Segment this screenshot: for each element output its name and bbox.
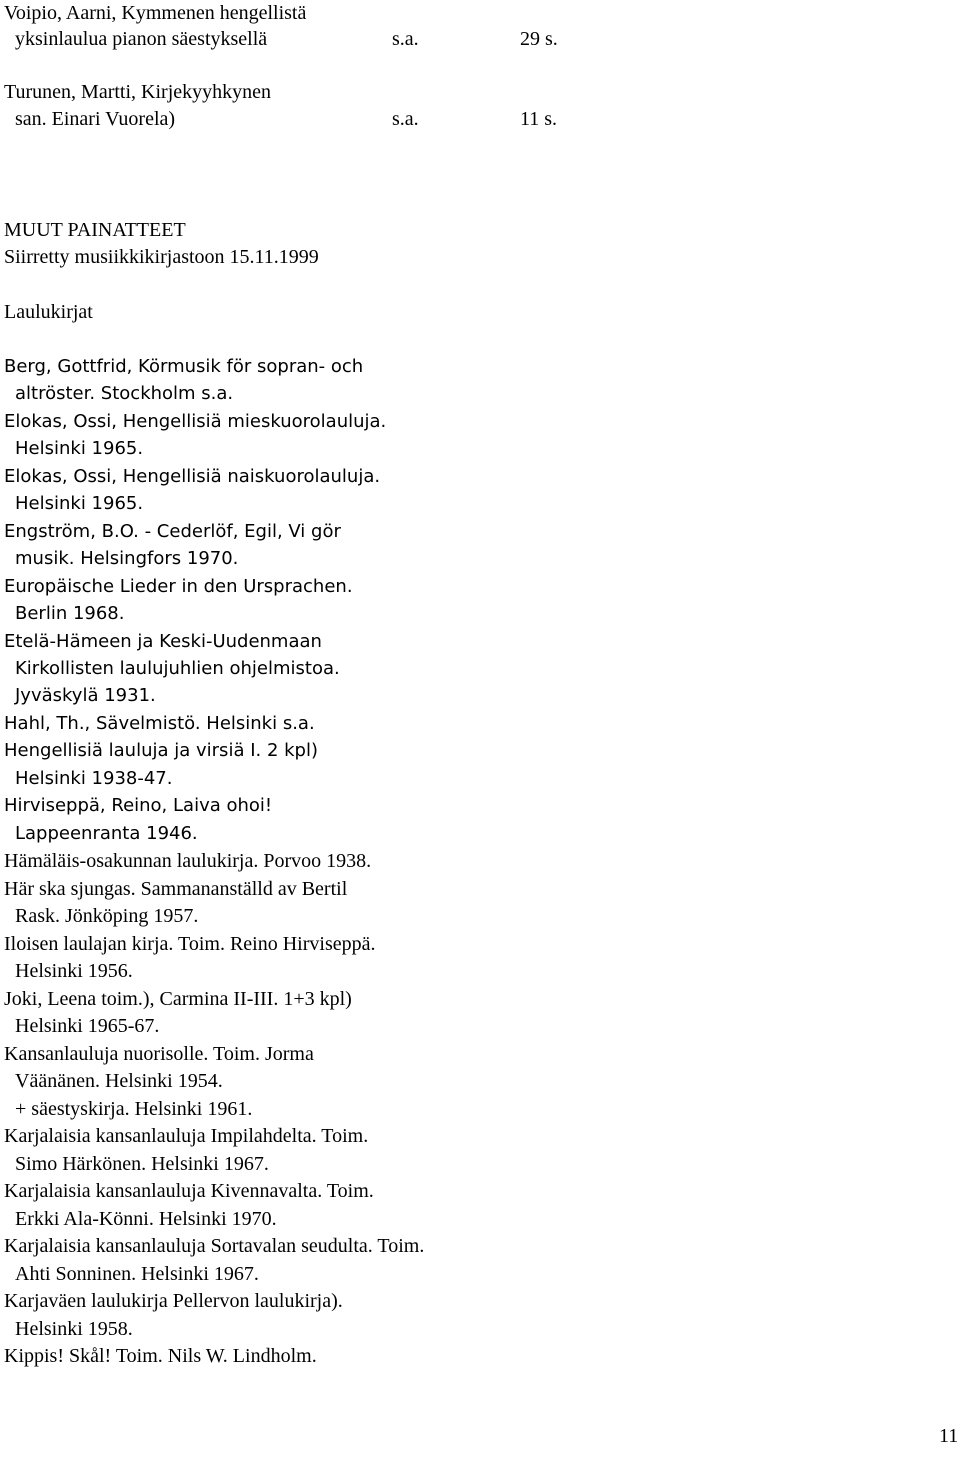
- entry-line: Elokas, Ossi, Hengellisiä mieskuorolauluja.: [4, 411, 387, 432]
- entry-line: Karjalaisia kansanlauluja Impilahdelta. Toim.: [4, 1125, 369, 1147]
- entry-line: Helsinki 1958.: [15, 1318, 133, 1340]
- entry-line: Helsinki 1965.: [15, 493, 144, 514]
- entry-line: Jyväskylä 1931.: [15, 685, 156, 706]
- entry-line: Joki, Leena toim.), Carmina II-III. 1+3 kpl): [4, 988, 352, 1010]
- entry-line: Kirkollisten laulujuhlien ohjelmistoa.: [15, 658, 340, 679]
- entry-line: Helsinki 1965-67.: [15, 1015, 160, 1037]
- entry-line: Här ska sjungas. Sammananställd av Bertil: [4, 878, 348, 900]
- entry-line: Etelä-Hämeen ja Keski-Uudenmaan: [4, 631, 322, 652]
- entry-line: Helsinki 1956.: [15, 960, 133, 982]
- section-note: Siirretty musiikkikirjastoon 15.11.1999: [4, 246, 319, 268]
- page-number: 11: [939, 1425, 959, 1447]
- voipio-pages: 29 s.: [520, 28, 558, 50]
- entry-line: Lappeenranta 1946.: [15, 823, 198, 844]
- entry-line: Ahti Sonninen. Helsinki 1967.: [15, 1263, 259, 1285]
- voipio-line-1: Voipio, Aarni, Kymmenen hengellistä: [4, 2, 307, 24]
- turunen-line-1: Turunen, Martti, Kirjekyyhkynen: [4, 81, 272, 103]
- entry-line: Elokas, Ossi, Hengellisiä naiskuorolauluja.: [4, 466, 381, 487]
- entry-line: Kippis! Skål! Toim. Nils W. Lindholm.: [4, 1345, 317, 1367]
- entry-line: Berlin 1968.: [15, 603, 125, 624]
- entry-line: Erkki Ala-Könni. Helsinki 1970.: [15, 1208, 277, 1230]
- voipio-sa: s.a.: [392, 28, 419, 50]
- entry-line: Karjaväen laulukirja Pellervon laulukirja).: [4, 1290, 343, 1312]
- entry-line: Karjalaisia kansanlauluja Sortavalan seudulta. Toim.: [4, 1235, 425, 1257]
- entry-line: Iloisen laulajan kirja. Toim. Reino Hirviseppä.: [4, 933, 376, 955]
- entry-line: Hirviseppä, Reino, Laiva ohoi!: [4, 795, 273, 816]
- entry-line: altröster. Stockholm s.a.: [15, 383, 234, 404]
- section-subtitle: Laulukirjat: [4, 301, 93, 323]
- entry-line: Hämäläis-osakunnan laulukirja. Porvoo 1938.: [4, 850, 372, 872]
- voipio-line-2: yksinlaulua pianon säestyksellä: [15, 28, 268, 50]
- turunen-sa: s.a.: [392, 108, 419, 130]
- entry-line: Hengellisiä lauluja ja virsiä I. 2 kpl): [4, 740, 318, 761]
- entry-line: Europäische Lieder in den Ursprachen.: [4, 576, 353, 597]
- entry-line: Simo Härkönen. Helsinki 1967.: [15, 1153, 269, 1175]
- entry-line: Väänänen. Helsinki 1954.: [15, 1070, 223, 1092]
- turunen-pages: 11 s.: [520, 108, 558, 130]
- entry-line: Engström, B.O. - Cederlöf, Egil, Vi gör: [4, 521, 341, 542]
- entry-line: Helsinki 1965.: [15, 438, 144, 459]
- entry-line: Karjalaisia kansanlauluja Kivennavalta. Toim.: [4, 1180, 374, 1202]
- entry-line: Kansanlauluja nuorisolle. Toim. Jorma: [4, 1043, 314, 1065]
- entry-line: musik. Helsingfors 1970.: [15, 548, 239, 569]
- entry-line: Berg, Gottfrid, Körmusik för sopran- och: [4, 356, 364, 377]
- entry-line: Hahl, Th., Sävelmistö. Helsinki s.a.: [4, 713, 315, 734]
- entry-line: + säestyskirja. Helsinki 1961.: [15, 1098, 253, 1120]
- section-title: MUUT PAINATTEET: [4, 219, 186, 241]
- entry-line: Helsinki 1938-47.: [15, 768, 173, 789]
- entry-line: Rask. Jönköping 1957.: [15, 905, 199, 927]
- turunen-line-2: san. Einari Vuorela): [15, 108, 176, 130]
